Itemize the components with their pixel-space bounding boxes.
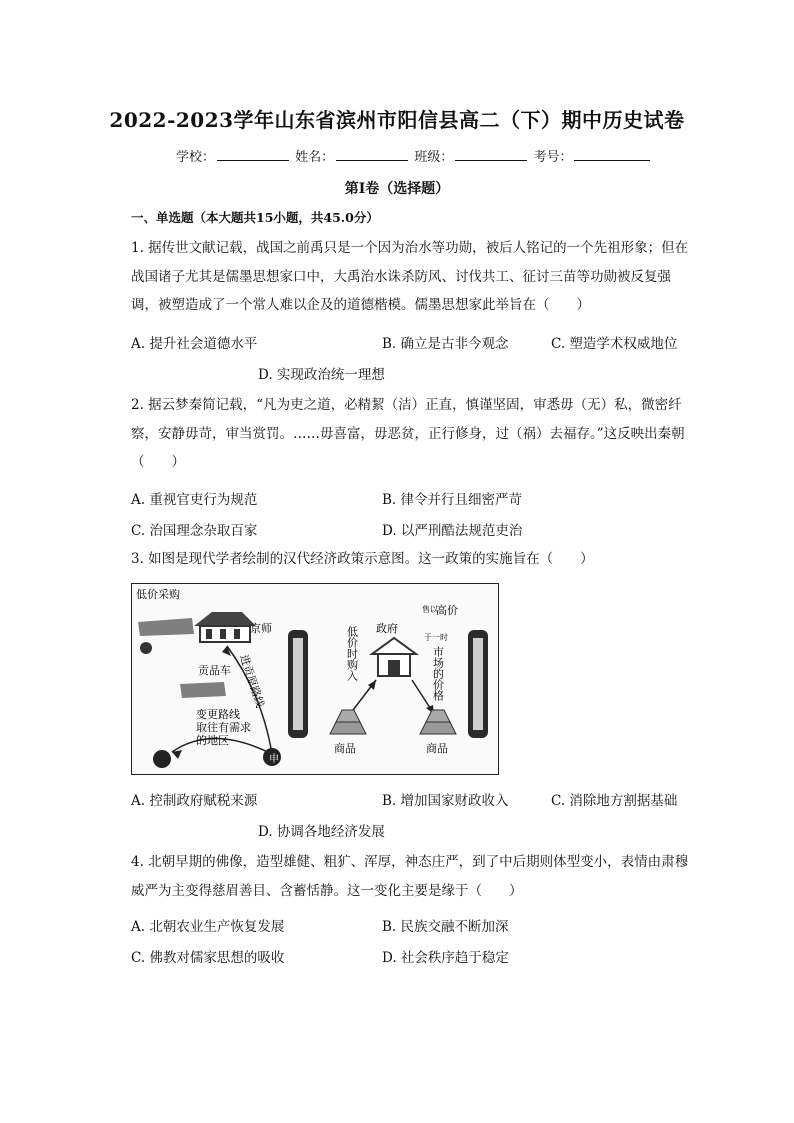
tribute-cart-icon	[180, 682, 226, 698]
region-marker-icon	[153, 750, 171, 768]
q2-option-b[interactable]: B. 律令并行且细密严苛	[382, 492, 523, 508]
q2-option-d[interactable]: D. 以严刑酷法规范吏治	[382, 523, 523, 539]
label-sell-high-3: 于一时	[424, 633, 448, 642]
label-changed-route-3: 的地区	[196, 734, 229, 747]
people-group-icon	[138, 618, 194, 636]
exam-no-label: 考号：	[533, 150, 573, 165]
label-buy-low: 低价时购入	[345, 626, 359, 681]
q3-option-c[interactable]: C. 消除地方割据基础	[551, 793, 678, 809]
exam-no-blank[interactable]	[574, 147, 650, 161]
q4-option-a[interactable]: A. 北朝农业生产恢复发展	[131, 919, 285, 935]
subsection-title: 一、单选题（本大题共15小题，共45.0分）	[131, 210, 379, 225]
label-changed-route: 变更路线	[196, 708, 240, 721]
section-title: 第I卷（选择题）	[344, 181, 450, 197]
q4-option-b[interactable]: B. 民族交融不断加深	[382, 919, 509, 935]
capital-building-icon	[194, 612, 256, 642]
q1-option-d[interactable]: D. 实现政治统一理想	[258, 367, 385, 383]
class-blank[interactable]	[455, 147, 527, 161]
label-shen: 申	[269, 754, 279, 765]
q1-option-a[interactable]: A. 提升社会道德水平	[131, 336, 258, 352]
school-blank[interactable]	[217, 147, 289, 161]
label-tribute-cart: 贡品车	[198, 664, 231, 677]
q2-option-a[interactable]: A. 重视官吏行为规范	[131, 492, 258, 508]
student-info-line	[176, 146, 652, 165]
q1-option-b[interactable]: B. 确立是古非今观念	[382, 336, 509, 352]
name-label: 姓名：	[295, 150, 335, 165]
question-2-stem: 2. 据云梦秦简记载，“凡为吏之道，必精絜（洁）正直，慎谨坚固，审悉毋（无）私，微密纤察，安静毋苛，审当赏罚。……毋喜富，毋恶贫，正行修身，过（祸）去福存。”这反映出秦朝（ ）	[131, 397, 685, 470]
label-sell-high-4: 市场的价格	[431, 646, 445, 701]
scroll-paper-icon	[473, 638, 483, 730]
label-tribute-route: 进贡原路线	[237, 652, 267, 710]
school-label: 学校：	[176, 150, 216, 165]
wheel-icon	[140, 642, 152, 654]
exam-title: 2022-2023学年山东省滨州市阳信县高二（下）期中历史试卷	[109, 108, 685, 132]
label-changed-route-2: 取往有需求	[196, 721, 251, 734]
goods-pile-icon	[420, 710, 456, 734]
question-1-stem: 1. 据传世文献记载，战国之前禹只是一个因为治水等功勋，被后人铭记的一个先祖形象；但在战国诸子尤其是儒墨思想家口中，大禹治水诛杀防风、讨伐共工、征讨三苗等功勋被反复强调，被塑造成了一个常人难以企及的道德楷模。儒墨思想家此举旨在（ ）	[131, 240, 689, 313]
q1-option-c[interactable]: C. 塑造学术权威地位	[551, 336, 678, 352]
q3-option-b[interactable]: B. 增加国家财政收入	[382, 793, 509, 809]
label-government: 政府	[376, 622, 398, 635]
label-goods-2: 商品	[426, 742, 448, 755]
q4-option-c[interactable]: C. 佛教对儒家思想的吸收	[131, 950, 285, 966]
han-economic-policy-diagram	[131, 583, 499, 775]
label-goods-1: 商品	[334, 742, 356, 755]
scroll-paper-icon	[293, 638, 303, 730]
label-low-price-buy: 低价采购	[136, 588, 180, 601]
goods-pile-icon	[330, 710, 366, 734]
q3-option-a[interactable]: A. 控制政府赋税来源	[131, 793, 258, 809]
diagram-svg	[132, 584, 498, 774]
label-sell-high-2: 售以	[422, 605, 438, 614]
q3-option-d[interactable]: D. 协调各地经济发展	[258, 824, 385, 840]
label-capital: 京师	[250, 622, 272, 635]
class-label: 班级：	[414, 150, 454, 165]
question-4-stem: 4. 北朝早期的佛像，造型雄健、粗犷、浑厚，神态庄严，到了中后期则体型变小，表情由肃穆威严为主变得慈眉善目、含蓄恬静。这一变化主要是缘于（ ）	[131, 854, 689, 899]
name-blank[interactable]	[336, 147, 408, 161]
question-3-stem: 3. 如图是现代学者绘制的汉代经济政策示意图。这一政策的实施旨在（ ）	[131, 551, 594, 567]
government-building-icon	[372, 638, 416, 676]
label-sell-high-1: 高价	[436, 604, 458, 617]
q2-option-c[interactable]: C. 治国理念杂取百家	[131, 523, 258, 539]
q4-option-d[interactable]: D. 社会秩序趋于稳定	[382, 950, 509, 966]
